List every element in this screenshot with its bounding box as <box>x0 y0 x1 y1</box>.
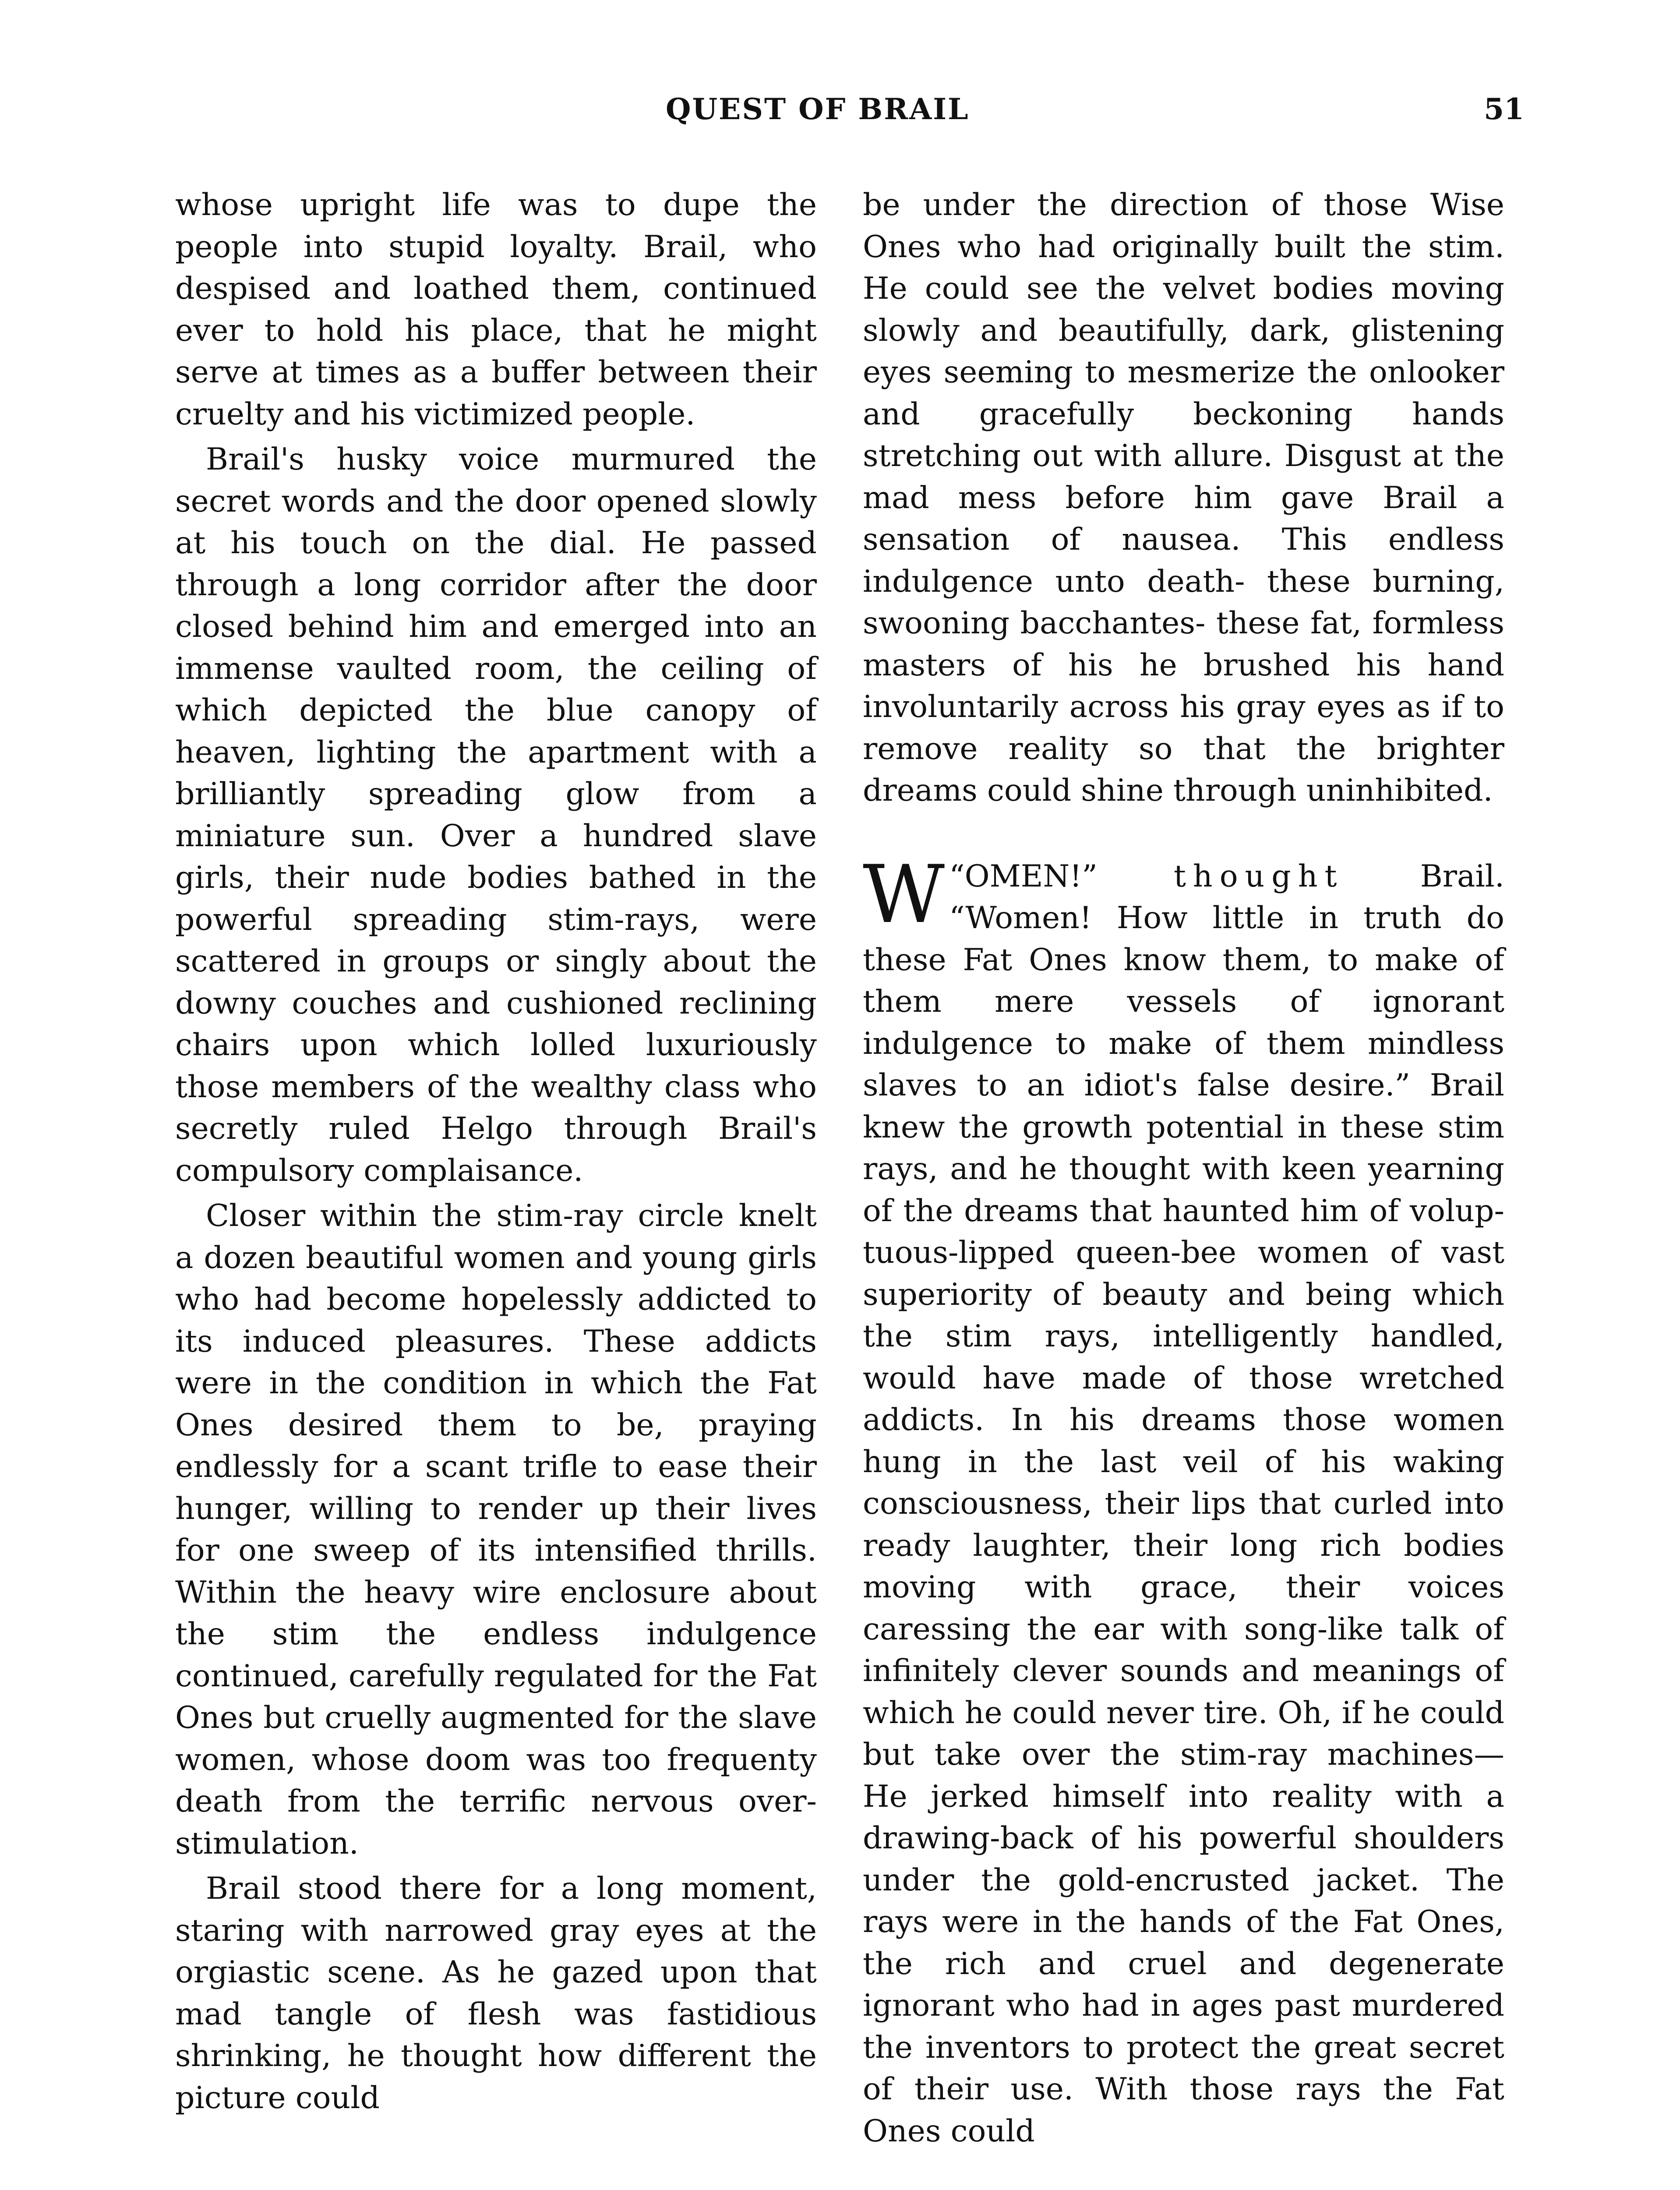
paragraph: be under the direction of those Wise Ones who had originally built the stim. He could see the velvet bodies moving slowly and beautifully, dark, glistening eyes seeming to mesmerize the onlooker and gracefully beckoning hands stretching out with allure. Disgust at the mad mess before him gave Brail a sensation of nausea. This endless indulgence unto death- these burning, swooning bacchantes- these fat, formless masters of his he brushed his hand involuntarily across his gray eyes as if to remove reality so that the brighter dreams could shine through uninhibited. <box>863 187 1504 808</box>
paragraph: Closer within the stim-ray circle knelt a dozen beautiful women and young girls who had become hopelessly addicted to its induced pleasures. These addicts were in the condition in which the Fat Ones desired them to be, praying endlessly for a scant trifle to ease their hunger, willing to render up their lives for one sweep of its intensified thrills. Within the heavy wire enclosure about the stim the endless indulgence continued, carefully regulated for the Fat Ones but cruelly augmented for the slave women, whose doom was too frequenty death from the terrific nervous over- stimulation. <box>175 1198 817 1861</box>
section-break <box>863 815 1504 855</box>
lead-in-text: OMEN!” <box>964 858 1098 894</box>
paragraph-body: Brail. “Women! How little in truth do these Fat Ones know them, to make of them mere vessels of ignorant indulgence to make of them mindless slaves to an idiot's false desire.” Brail knew the growth potential in these stim rays, and he thought with keen yearning of the dreams that haunted him of voluptuous-lipped queen-bee women of vast superiority of beauty and being which the stim rays, intelligently handled, would have made of those wretched addicts. In his dreams those women hung in the last veil of his waking consciousness, their lips that curled into ready laughter, their long rich bodies moving with grace, their voices caressing the ear with song-like talk of infinitely clever sounds and meanings of which he could never tire. Oh, if he could but take over the stim-ray machines— He jerked himself into reality with a drawing-back of his powerful shoulders under the gold-encrusted jacket. The rays were in the hands of the Fat Ones, the rich and cruel and degenerate ignorant who had in ages past murdered the inventors to protect the great secret of their use. With those rays the Fat Ones could <box>863 858 1504 2149</box>
paragraph: Brail stood there for a long moment, staring with narrowed gray eyes at the orgiastic scene. As he gazed upon that mad tangle of flesh was fastidious shrinking, he thought how different the picture could <box>175 1871 817 2116</box>
running-title: QUEST OF BRAIL <box>666 92 970 126</box>
drop-cap-paragraph <box>863 848 1504 2152</box>
open-quote: “ <box>949 858 965 894</box>
page-header <box>0 92 1680 145</box>
page-number: 51 <box>1484 92 1524 126</box>
right-column <box>863 184 1504 2155</box>
paragraph: Brail's husky voice murmured the secret words and the door opened slowly at his touch on the dial. He passed through a long corridor after the door closed behind him and emerged into an immense vaulted room, the ceiling of which depicted the blue canopy of heaven, lighting the apartment with a brilliantly spreading glow from a miniature sun. Over a hundred slave girls, their nude bodies bathed in the powerful spreading stim-rays, were scattered in groups or singly about the downy couches and cushioned reclining chairs upon which lolled luxuriously those members of the wealthy class who secretly ruled Helgo through Brail's compulsory complaisance. <box>175 442 817 1188</box>
left-column <box>175 184 817 2122</box>
spaced-word: thought <box>1174 858 1344 894</box>
paragraph: whose upright life was to dupe the people into stupid loyalty. Brail, who despised and loathed them, continued ever to hold his place, that he might serve at times as a buffer between their cruelty and his victimized people. <box>175 187 817 432</box>
drop-cap: W <box>863 848 945 941</box>
